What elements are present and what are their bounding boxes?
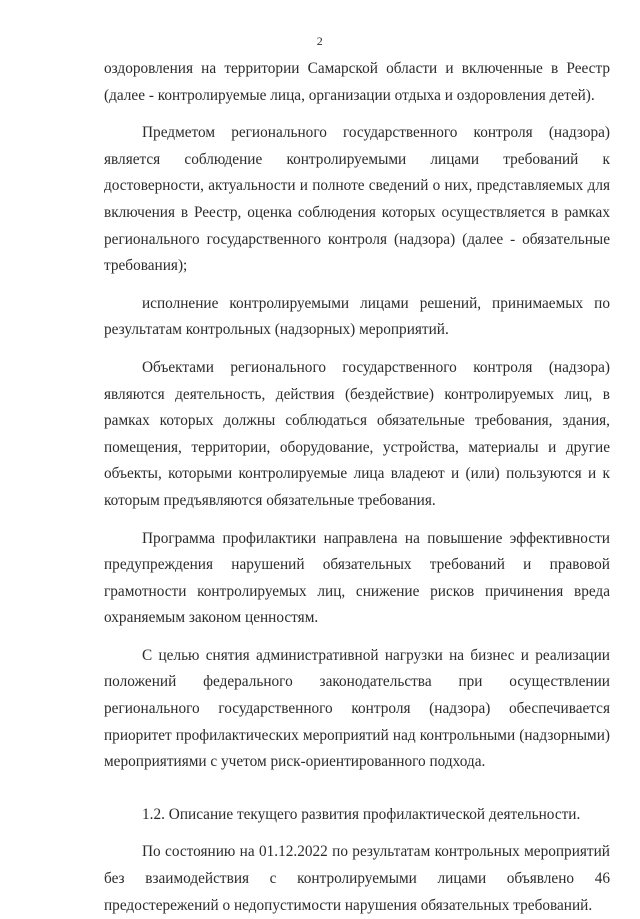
paragraph-objects: Объектами регионального государственного контроля (надзора) являются деятельность, действия (бездействие) контролируемых лиц, в рамках которых должны соблюдаться обязательные требования, здания, помещения, территории, оборудование, устройства, материалы и другие объекты, которыми контролируемые лица владеют и (или) пользуются и к которым предъявляются обязательные требования. — [104, 358, 610, 509]
paragraph-status: По состоянию на 01.12.2022 по результатам контрольных мероприятий без взаимодействия с контролируемыми лицами объявлено 46 предостережений о недопустимости нарушения обязательных требований. — [104, 843, 610, 914]
paragraph-program: Программа профилактики направлена на повышение эффективности предупреждения нарушений обязательных требований и правовой грамотности контролируемых лиц, снижение рисков причинения вреда охраняемым законом ценностям. — [104, 529, 610, 627]
paragraph-execution: исполнение контролируемыми лицами решений, принимаемых по результатам контрольных (надзорных) мероприятий. — [104, 294, 610, 339]
paragraph-subject: Предметом регионального государственного контроля (надзора) является соблюдение контролируемыми лицами требований к достоверности, актуальности и полноте сведений о них, представляемых для включения в Реестр, оценка соблюдения которых осуществляется в рамках регионального государственного контроля (надзора) (далее - обязательные требования); — [104, 124, 610, 275]
paragraph-continuation: оздоровления на территории Самарской области и включенные в Реестр (далее - контролируемые лица, организации отдыха и оздоровления детей). — [104, 60, 610, 104]
document-body — [104, 56, 610, 919]
paragraph-priority: С целью снятия административной нагрузки на бизнес и реализации положений федерального законодательства при осуществлении регионального государственного контроля (надзора) обеспечивается приоритет профилактических мероприятий над контрольными (надзорными) мероприятиями с учетом риск-ориентированного подхода. — [104, 646, 610, 771]
page-number: 2 — [316, 34, 324, 48]
section-heading: 1.2. Описание текущего развития профилактической деятельности. — [142, 805, 581, 823]
